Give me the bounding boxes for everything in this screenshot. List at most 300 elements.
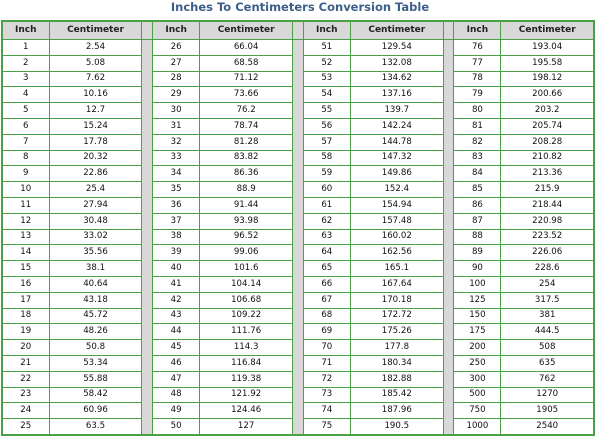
- column-separator: [443, 71, 454, 87]
- inch-cell: 175: [454, 324, 501, 340]
- centimeter-cell: 187.96: [350, 403, 443, 419]
- column-separator: [142, 371, 153, 387]
- table-row: [2, 229, 594, 245]
- inch-cell: 80: [454, 103, 501, 119]
- column-separator: [142, 150, 153, 166]
- table-row: [2, 308, 594, 324]
- column-header-centimeter: Centimeter: [49, 21, 142, 40]
- column-separator: [142, 118, 153, 134]
- column-separator: [443, 182, 454, 198]
- inch-cell: 85: [454, 182, 501, 198]
- centimeter-cell: 317.5: [501, 292, 594, 308]
- column-separator: [443, 261, 454, 277]
- centimeter-cell: 152.4: [350, 182, 443, 198]
- inch-cell: 41: [153, 276, 200, 292]
- table-row: [2, 261, 594, 277]
- table-row: [2, 71, 594, 87]
- inch-cell: 47: [153, 371, 200, 387]
- inch-cell: 82: [454, 134, 501, 150]
- table-row: [2, 403, 594, 419]
- inch-cell: 13: [2, 229, 49, 245]
- centimeter-cell: 1270: [501, 387, 594, 403]
- inch-cell: 66: [303, 276, 350, 292]
- centimeter-cell: 223.52: [501, 229, 594, 245]
- inch-cell: 23: [2, 387, 49, 403]
- column-separator: [443, 150, 454, 166]
- table-row: [2, 87, 594, 103]
- table-row: [2, 213, 594, 229]
- column-separator: [443, 103, 454, 119]
- inch-cell: 21: [2, 355, 49, 371]
- centimeter-cell: 254: [501, 276, 594, 292]
- inch-cell: 74: [303, 403, 350, 419]
- column-separator: [443, 87, 454, 103]
- column-separator: [142, 197, 153, 213]
- table-row: [2, 55, 594, 71]
- centimeter-cell: 215.9: [501, 182, 594, 198]
- centimeter-cell: 68.58: [200, 55, 293, 71]
- inch-cell: 33: [153, 150, 200, 166]
- centimeter-cell: 228.6: [501, 261, 594, 277]
- inch-cell: 49: [153, 403, 200, 419]
- inch-cell: 36: [153, 197, 200, 213]
- table-row: [2, 150, 594, 166]
- inch-cell: 35: [153, 182, 200, 198]
- centimeter-cell: 15.24: [49, 118, 142, 134]
- centimeter-cell: 208.28: [501, 134, 594, 150]
- column-separator: [293, 55, 304, 71]
- inch-cell: 7: [2, 134, 49, 150]
- column-separator: [443, 308, 454, 324]
- column-header-inch: Inch: [2, 21, 49, 40]
- table-row: [2, 245, 594, 261]
- inch-cell: 16: [2, 276, 49, 292]
- column-separator: [142, 182, 153, 198]
- inch-cell: 45: [153, 340, 200, 356]
- column-separator: [293, 166, 304, 182]
- inch-cell: 29: [153, 87, 200, 103]
- centimeter-cell: 104.14: [200, 276, 293, 292]
- inch-cell: 48: [153, 387, 200, 403]
- table-row: [2, 387, 594, 403]
- column-separator: [293, 245, 304, 261]
- column-separator: [443, 134, 454, 150]
- table-row: [2, 103, 594, 119]
- column-separator: [293, 340, 304, 356]
- centimeter-cell: 205.74: [501, 118, 594, 134]
- inch-cell: 300: [454, 371, 501, 387]
- column-separator: [142, 55, 153, 71]
- inch-cell: 38: [153, 229, 200, 245]
- centimeter-cell: 111.76: [200, 324, 293, 340]
- inch-cell: 17: [2, 292, 49, 308]
- centimeter-cell: 25.4: [49, 182, 142, 198]
- column-separator: [142, 21, 153, 40]
- inch-cell: 5: [2, 103, 49, 119]
- column-separator: [293, 71, 304, 87]
- column-separator: [142, 340, 153, 356]
- inch-cell: 61: [303, 197, 350, 213]
- inch-cell: 50: [153, 419, 200, 435]
- centimeter-cell: 40.64: [49, 276, 142, 292]
- column-separator: [293, 118, 304, 134]
- centimeter-cell: 180.34: [350, 355, 443, 371]
- inch-cell: 1000: [454, 419, 501, 435]
- column-separator: [443, 371, 454, 387]
- inch-cell: 20: [2, 340, 49, 356]
- centimeter-cell: 182.88: [350, 371, 443, 387]
- centimeter-cell: 96.52: [200, 229, 293, 245]
- column-separator: [142, 245, 153, 261]
- column-separator: [443, 245, 454, 261]
- centimeter-cell: 508: [501, 340, 594, 356]
- inch-cell: 31: [153, 118, 200, 134]
- column-header-centimeter: Centimeter: [200, 21, 293, 40]
- centimeter-cell: 45.72: [49, 308, 142, 324]
- inch-cell: 28: [153, 71, 200, 87]
- centimeter-cell: 185.42: [350, 387, 443, 403]
- centimeter-cell: 27.94: [49, 197, 142, 213]
- centimeter-cell: 2.54: [49, 40, 142, 56]
- inch-cell: 24: [2, 403, 49, 419]
- centimeter-cell: 22.86: [49, 166, 142, 182]
- inch-cell: 90: [454, 261, 501, 277]
- column-separator: [142, 87, 153, 103]
- centimeter-cell: 7.62: [49, 71, 142, 87]
- inch-cell: 18: [2, 308, 49, 324]
- column-separator: [293, 21, 304, 40]
- inch-cell: 40: [153, 261, 200, 277]
- inch-cell: 55: [303, 103, 350, 119]
- column-separator: [293, 261, 304, 277]
- inch-cell: 34: [153, 166, 200, 182]
- inch-cell: 58: [303, 150, 350, 166]
- centimeter-cell: 5.08: [49, 55, 142, 71]
- table-row: [2, 355, 594, 371]
- inch-cell: 65: [303, 261, 350, 277]
- table-row: [2, 276, 594, 292]
- centimeter-cell: 203.2: [501, 103, 594, 119]
- column-separator: [293, 419, 304, 435]
- column-separator: [293, 276, 304, 292]
- centimeter-cell: 142.24: [350, 118, 443, 134]
- column-separator: [142, 40, 153, 56]
- centimeter-cell: 71.12: [200, 71, 293, 87]
- centimeter-cell: 175.26: [350, 324, 443, 340]
- centimeter-cell: 226.06: [501, 245, 594, 261]
- centimeter-cell: 1905: [501, 403, 594, 419]
- column-separator: [293, 387, 304, 403]
- column-header-centimeter: Centimeter: [501, 21, 594, 40]
- centimeter-cell: 137.16: [350, 87, 443, 103]
- inch-cell: 62: [303, 213, 350, 229]
- inch-cell: 68: [303, 308, 350, 324]
- inch-cell: 100: [454, 276, 501, 292]
- column-separator: [443, 21, 454, 40]
- centimeter-cell: 60.96: [49, 403, 142, 419]
- column-separator: [443, 40, 454, 56]
- centimeter-cell: 109.22: [200, 308, 293, 324]
- table-row: [2, 134, 594, 150]
- column-separator: [293, 197, 304, 213]
- inch-cell: 15: [2, 261, 49, 277]
- centimeter-cell: 144.78: [350, 134, 443, 150]
- table-row: [2, 419, 594, 435]
- inch-cell: 88: [454, 229, 501, 245]
- centimeter-cell: 20.32: [49, 150, 142, 166]
- centimeter-cell: 33.02: [49, 229, 142, 245]
- column-separator: [293, 355, 304, 371]
- inch-cell: 73: [303, 387, 350, 403]
- centimeter-cell: 93.98: [200, 213, 293, 229]
- table-row: [2, 340, 594, 356]
- inch-cell: 52: [303, 55, 350, 71]
- inch-cell: 500: [454, 387, 501, 403]
- column-header-centimeter: Centimeter: [350, 21, 443, 40]
- inch-cell: 59: [303, 166, 350, 182]
- centimeter-cell: 213.36: [501, 166, 594, 182]
- inch-cell: 12: [2, 213, 49, 229]
- centimeter-cell: 190.5: [350, 419, 443, 435]
- centimeter-cell: 139.7: [350, 103, 443, 119]
- centimeter-cell: 116.84: [200, 355, 293, 371]
- inch-cell: 10: [2, 182, 49, 198]
- column-separator: [443, 355, 454, 371]
- column-separator: [142, 261, 153, 277]
- column-header-inch: Inch: [153, 21, 200, 40]
- column-separator: [443, 118, 454, 134]
- inch-cell: 30: [153, 103, 200, 119]
- centimeter-cell: 101.6: [200, 261, 293, 277]
- column-separator: [142, 134, 153, 150]
- centimeter-cell: 121.92: [200, 387, 293, 403]
- centimeter-cell: 58.42: [49, 387, 142, 403]
- inch-cell: 44: [153, 324, 200, 340]
- column-separator: [293, 403, 304, 419]
- column-separator: [443, 166, 454, 182]
- inch-cell: 27: [153, 55, 200, 71]
- column-separator: [293, 229, 304, 245]
- table-body: [2, 40, 594, 436]
- centimeter-cell: 48.26: [49, 324, 142, 340]
- centimeter-cell: 63.5: [49, 419, 142, 435]
- column-separator: [293, 40, 304, 56]
- inch-cell: 71: [303, 355, 350, 371]
- header-row: [2, 21, 594, 40]
- column-separator: [142, 103, 153, 119]
- column-separator: [142, 276, 153, 292]
- inch-cell: 54: [303, 87, 350, 103]
- inch-cell: 26: [153, 40, 200, 56]
- column-separator: [142, 213, 153, 229]
- column-separator: [443, 292, 454, 308]
- centimeter-cell: 210.82: [501, 150, 594, 166]
- centimeter-cell: 132.08: [350, 55, 443, 71]
- centimeter-cell: 50.8: [49, 340, 142, 356]
- table-row: [2, 292, 594, 308]
- centimeter-cell: 78.74: [200, 118, 293, 134]
- centimeter-cell: 114.3: [200, 340, 293, 356]
- column-separator: [293, 292, 304, 308]
- column-separator: [443, 340, 454, 356]
- inch-cell: 89: [454, 245, 501, 261]
- column-header-inch: Inch: [303, 21, 350, 40]
- column-separator: [142, 355, 153, 371]
- column-separator: [443, 229, 454, 245]
- column-separator: [443, 403, 454, 419]
- column-separator: [293, 103, 304, 119]
- centimeter-cell: 381: [501, 308, 594, 324]
- column-separator: [142, 166, 153, 182]
- column-separator: [293, 182, 304, 198]
- inch-cell: 67: [303, 292, 350, 308]
- centimeter-cell: 106.68: [200, 292, 293, 308]
- centimeter-cell: 134.62: [350, 71, 443, 87]
- centimeter-cell: 30.48: [49, 213, 142, 229]
- centimeter-cell: 35.56: [49, 245, 142, 261]
- inch-cell: 1: [2, 40, 49, 56]
- inch-cell: 81: [454, 118, 501, 134]
- centimeter-cell: 198.12: [501, 71, 594, 87]
- inch-cell: 56: [303, 118, 350, 134]
- centimeter-cell: 91.44: [200, 197, 293, 213]
- inch-cell: 76: [454, 40, 501, 56]
- column-separator: [142, 419, 153, 435]
- centimeter-cell: 200.66: [501, 87, 594, 103]
- centimeter-cell: 86.36: [200, 166, 293, 182]
- centimeter-cell: 55.88: [49, 371, 142, 387]
- centimeter-cell: 17.78: [49, 134, 142, 150]
- inch-cell: 42: [153, 292, 200, 308]
- inch-cell: 39: [153, 245, 200, 261]
- inch-cell: 4: [2, 87, 49, 103]
- inch-cell: 87: [454, 213, 501, 229]
- centimeter-cell: 193.04: [501, 40, 594, 56]
- inch-cell: 75: [303, 419, 350, 435]
- inch-cell: 3: [2, 71, 49, 87]
- centimeter-cell: 218.44: [501, 197, 594, 213]
- column-separator: [293, 371, 304, 387]
- centimeter-cell: 172.72: [350, 308, 443, 324]
- inch-cell: 22: [2, 371, 49, 387]
- centimeter-cell: 162.56: [350, 245, 443, 261]
- column-separator: [293, 324, 304, 340]
- centimeter-cell: 165.1: [350, 261, 443, 277]
- centimeter-cell: 83.82: [200, 150, 293, 166]
- column-separator: [142, 71, 153, 87]
- column-separator: [443, 387, 454, 403]
- centimeter-cell: 154.94: [350, 197, 443, 213]
- inch-cell: 125: [454, 292, 501, 308]
- inch-cell: 64: [303, 245, 350, 261]
- inch-cell: 51: [303, 40, 350, 56]
- centimeter-cell: 170.18: [350, 292, 443, 308]
- centimeter-cell: 66.04: [200, 40, 293, 56]
- column-separator: [142, 292, 153, 308]
- centimeter-cell: 124.46: [200, 403, 293, 419]
- centimeter-cell: 99.06: [200, 245, 293, 261]
- inch-cell: 8: [2, 150, 49, 166]
- centimeter-cell: 43.18: [49, 292, 142, 308]
- column-separator: [293, 308, 304, 324]
- column-separator: [142, 387, 153, 403]
- centimeter-cell: 160.02: [350, 229, 443, 245]
- column-separator: [142, 229, 153, 245]
- centimeter-cell: 129.54: [350, 40, 443, 56]
- centimeter-cell: 10.16: [49, 87, 142, 103]
- page-title: Inches To Centimeters Conversion Table: [170, 0, 430, 14]
- inch-cell: 37: [153, 213, 200, 229]
- conversion-table: [1, 20, 595, 436]
- column-separator: [443, 55, 454, 71]
- centimeter-cell: 53.34: [49, 355, 142, 371]
- centimeter-cell: 220.98: [501, 213, 594, 229]
- centimeter-cell: 147.32: [350, 150, 443, 166]
- inch-cell: 70: [303, 340, 350, 356]
- centimeter-cell: 635: [501, 355, 594, 371]
- inch-cell: 150: [454, 308, 501, 324]
- column-separator: [443, 324, 454, 340]
- column-separator: [142, 324, 153, 340]
- inch-cell: 750: [454, 403, 501, 419]
- centimeter-cell: 444.5: [501, 324, 594, 340]
- inch-cell: 2: [2, 55, 49, 71]
- centimeter-cell: 76.2: [200, 103, 293, 119]
- centimeter-cell: 167.64: [350, 276, 443, 292]
- column-separator: [443, 276, 454, 292]
- centimeter-cell: 762: [501, 371, 594, 387]
- inch-cell: 53: [303, 71, 350, 87]
- inch-cell: 200: [454, 340, 501, 356]
- inch-cell: 86: [454, 197, 501, 213]
- centimeter-cell: 88.9: [200, 182, 293, 198]
- inch-cell: 46: [153, 355, 200, 371]
- column-separator: [443, 419, 454, 435]
- centimeter-cell: 149.86: [350, 166, 443, 182]
- inch-cell: 77: [454, 55, 501, 71]
- inch-cell: 32: [153, 134, 200, 150]
- inch-cell: 84: [454, 166, 501, 182]
- column-separator: [293, 134, 304, 150]
- inch-cell: 14: [2, 245, 49, 261]
- inch-cell: 60: [303, 182, 350, 198]
- column-separator: [443, 213, 454, 229]
- inch-cell: 72: [303, 371, 350, 387]
- table-row: [2, 40, 594, 56]
- centimeter-cell: 2540: [501, 419, 594, 435]
- inch-cell: 250: [454, 355, 501, 371]
- column-separator: [293, 150, 304, 166]
- column-separator: [443, 197, 454, 213]
- column-separator: [293, 87, 304, 103]
- table-row: [2, 166, 594, 182]
- column-separator: [142, 403, 153, 419]
- centimeter-cell: 119.38: [200, 371, 293, 387]
- centimeter-cell: 195.58: [501, 55, 594, 71]
- inch-cell: 9: [2, 166, 49, 182]
- column-separator: [293, 213, 304, 229]
- table-row: [2, 118, 594, 134]
- centimeter-cell: 127: [200, 419, 293, 435]
- column-header-inch: Inch: [454, 21, 501, 40]
- centimeter-cell: 38.1: [49, 261, 142, 277]
- inch-cell: 6: [2, 118, 49, 134]
- inch-cell: 69: [303, 324, 350, 340]
- inch-cell: 63: [303, 229, 350, 245]
- inch-cell: 19: [2, 324, 49, 340]
- inch-cell: 78: [454, 71, 501, 87]
- inch-cell: 11: [2, 197, 49, 213]
